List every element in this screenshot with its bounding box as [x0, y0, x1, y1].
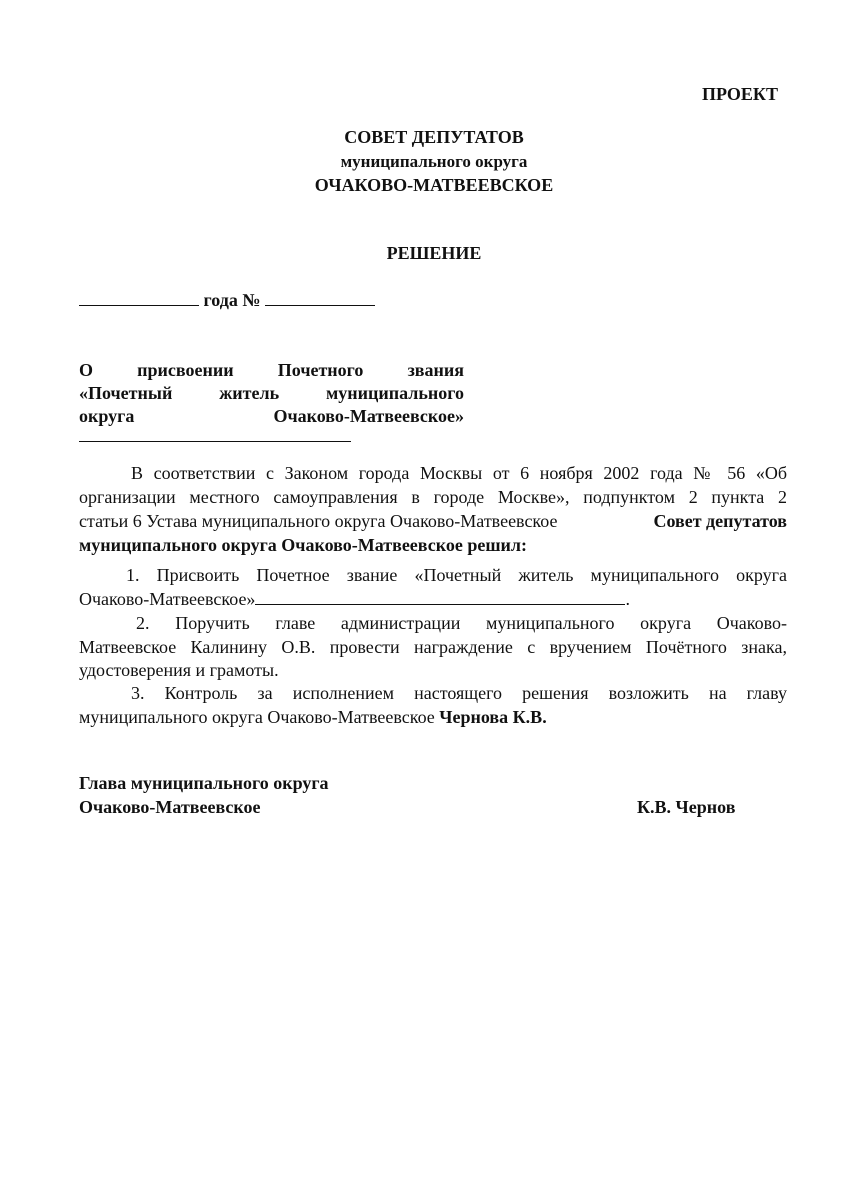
item-1-line-2: Очаково-Матвеевское» .: [79, 589, 630, 609]
subject-underline: [79, 441, 351, 442]
item-2-line-1: 2. Поручить главе администрации муниципального округа Очаково-: [136, 613, 787, 633]
signature-title-2: Очаково-Матвеевское: [79, 797, 261, 817]
signature-title-1: Глава муниципального округа: [79, 773, 329, 793]
document-type: РЕШЕНИЕ: [386, 243, 482, 263]
item-2-line-2: Матвеевское Калинину О.В. провести награждение с вручением Почётного знака,: [79, 637, 787, 657]
subject-line-3: округа Очаково-Матвеевское»: [79, 406, 464, 426]
award-name-blank: [255, 590, 625, 605]
intro-line-2: организации местного самоуправления в городе Москве», подпунктом 2 пункта 2: [79, 487, 787, 507]
item-3-line-2: муниципального округа Очаково-Матвеевское Чернова К.В.: [79, 707, 547, 727]
council-title: СОВЕТ ДЕПУТАТОВ: [344, 127, 524, 147]
item-3-line-1: 3. Контроль за исполнением настоящего решения возложить на главу: [131, 683, 787, 703]
date-label: года №: [203, 290, 261, 310]
subject-line-2: «Почетный житель муниципального: [79, 383, 464, 403]
subject-line-1: О присвоении Почетного звания: [79, 360, 464, 380]
date-blank: [79, 291, 199, 306]
item-1-line-1: 1. Присвоить Почетное звание «Почетный житель муниципального округа: [126, 565, 787, 585]
item-2-line-3: удостоверения и грамоты.: [79, 660, 279, 680]
subject-block: [79, 359, 464, 428]
intro-line-1: В соответствии с Законом города Москвы от 6 ноября 2002 года № 56 «Об: [131, 463, 787, 483]
project-stamp: ПРОЕКТ: [702, 84, 778, 104]
number-blank: [265, 291, 375, 306]
date-number-line: [79, 290, 375, 311]
intro-line-3: статьи 6 Устава муниципального округа Очаково-Матвеевское Совет депутатов: [79, 511, 787, 531]
district-prefix: муниципального округа: [340, 152, 528, 171]
signature-name: К.В. Чернов: [637, 797, 736, 817]
intro-line-4: муниципального округа Очаково-Матвеевское решил:: [79, 535, 528, 555]
district-name: ОЧАКОВО-МАТВЕЕВСКОЕ: [314, 175, 554, 195]
